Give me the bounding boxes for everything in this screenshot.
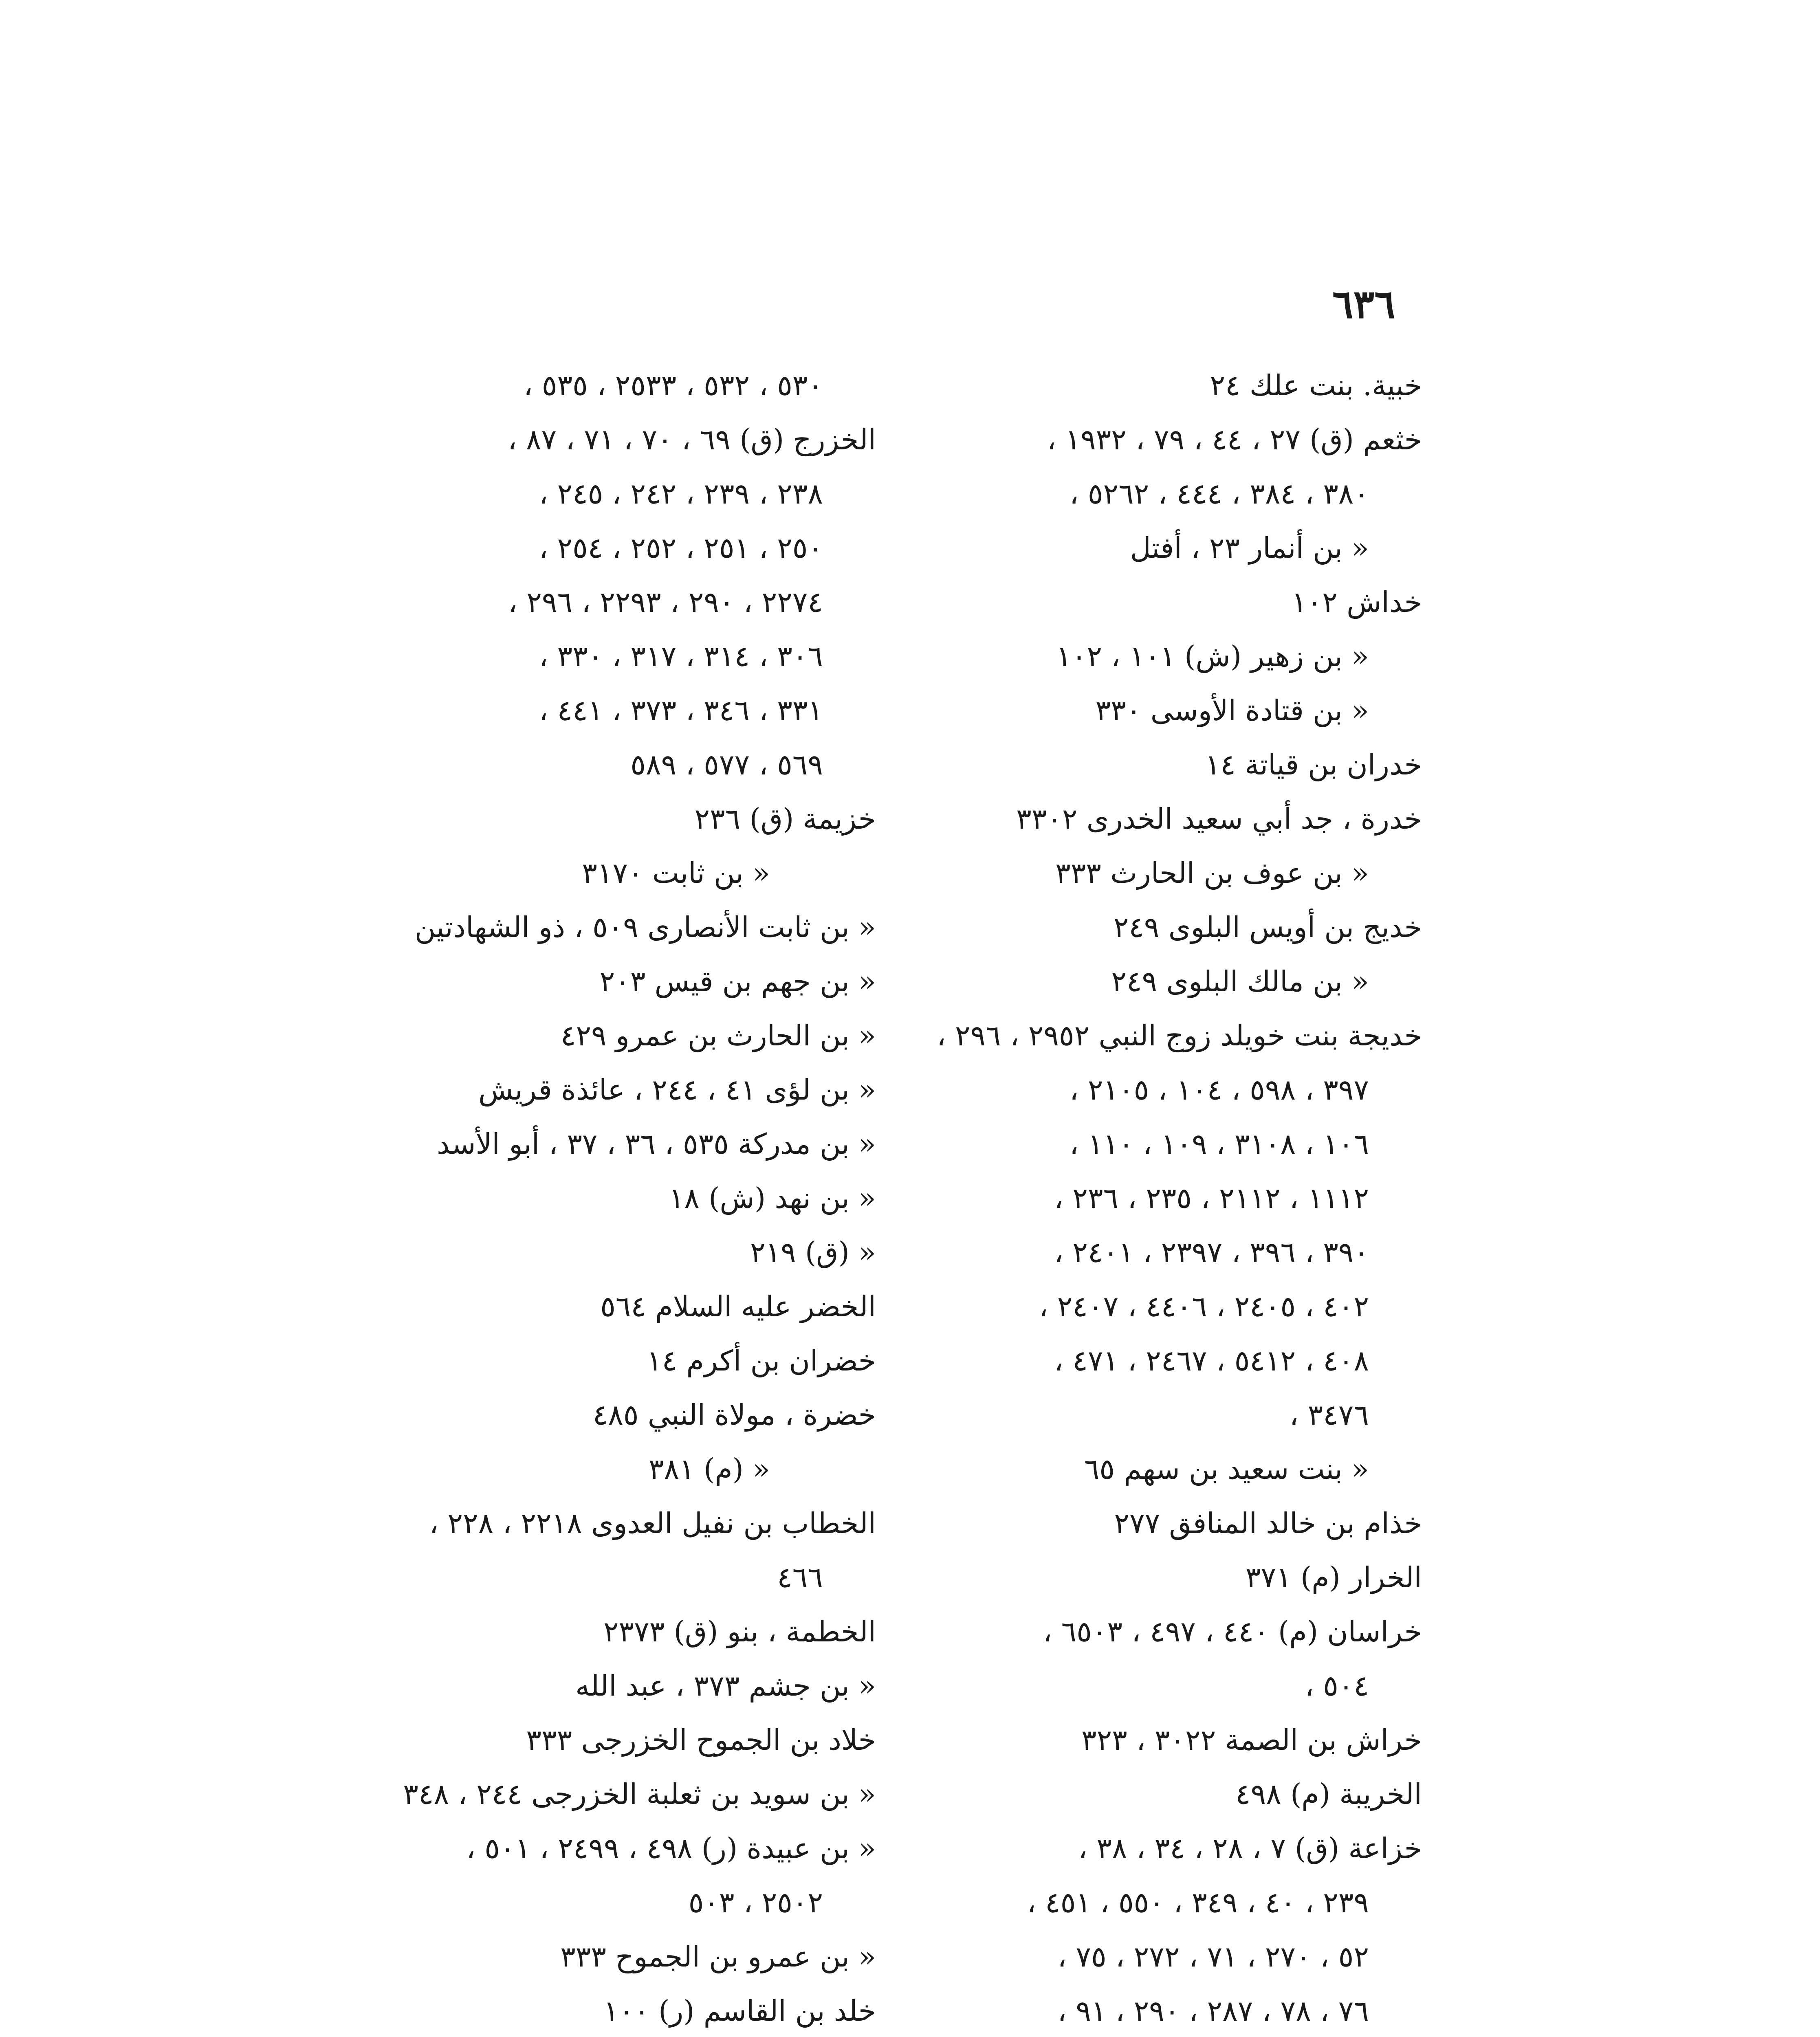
index-entry: « (م) ٣٨١ [648,1452,770,1486]
index-entry: « بن ثابت الأنصارى ٥٠٩ ، ذو الشهادتين [414,911,876,944]
index-entry: خضران بن أكرم ١٤ [647,1344,876,1377]
index-entry: خديج بن أويس البلوى ٢٤٩ [1113,911,1422,944]
index-entry: ٢٥٠٢ ، ٥٠٣ [688,1886,823,1919]
index-entry: « بن مالك البلوى ٢٤٩ [1111,965,1369,998]
index-entry: ٥٢ ، ٢٧٠ ، ٧١ ، ٢٧٢ ، ٧٥ ، [1057,1940,1369,1973]
index-column-right [831,359,1422,2037]
index-entry: ١٠٦ ، ٣١٠٨ ، ١٠٩ ، ١١٠ ، [1070,1127,1369,1161]
index-entry: خثعم (ق) ٢٧ ، ٤٤ ، ٧٩ ، ١٩٣٢ ، [1047,423,1422,456]
index-entry: خداش ١٠٢ [1292,585,1422,619]
index-entry: الخطاب بن نفيل العدوى ٢٢١٨ ، ٢٢٨ ، [429,1507,876,1540]
index-entry: خراش بن الصمة ٣٠٢٢ ، ٣٢٣ [1081,1723,1422,1757]
index-entry: « بن جشم ٣٧٣ ، عبد الله [575,1669,876,1703]
index-entry: ٣٣١ ، ٣٤٦ ، ٣٧٣ ، ٤٤١ ، [539,694,823,727]
index-entry: « بن أنمار ٢٣ ، أفتل [1130,531,1369,565]
index-entry: ٢٣٨ ، ٢٣٩ ، ٢٤٢ ، ٢٤٥ ، [539,477,823,510]
index-entry: « بن نهد (ش) ١٨ [669,1181,876,1215]
index-entry: « بن ثابت ٣١٧٠ [582,856,770,890]
index-entry: الخرار (م) ٣٧١ [1245,1561,1422,1594]
index-entry: ٣٨٠ ، ٣٨٤ ، ٤٤٤ ، ٥٢٦٢ ، [1070,477,1369,510]
index-entry: خزيمة (ق) ٢٣٦ [694,802,876,836]
index-entry: ٥٦٩ ، ٥٧٧ ، ٥٨٩ [630,748,823,781]
index-entry: خديجة بنت خويلد زوج النبي ٢٩٥٢ ، ٢٩٦ ، [937,1019,1422,1052]
index-entry: « بن الحارث بن عمرو ٤٢٩ [560,1019,876,1052]
index-entry: الخضر عليه السلام ٥٦٤ [600,1290,876,1323]
index-entry: خدرة ، جد أبي سعيد الخدرى ٣٣٠٢ [1016,802,1422,836]
index-entry: ٢٣٩ ، ٤٠ ، ٣٤٩ ، ٥٥٠ ، ٤٥١ ، [1027,1886,1369,1919]
index-entry: ٤٠٢ ، ٢٤٠٥ ، ٤٤٠٦ ، ٢٤٠٧ ، [1039,1290,1369,1323]
index-entry: ١١١٢ ، ٢١١٢ ، ٢٣٥ ، ٢٣٦ ، [1054,1181,1369,1215]
page-number: ٦٣٦ [1332,281,1395,327]
index-entry: « بن زهير (ش) ١٠١ ، ١٠٢ [1056,640,1369,673]
index-entry: الخطمة ، بنو (ق) ٢٣٧٣ [603,1615,876,1648]
index-entry: ٥٣٠ ، ٥٣٢ ، ٢٥٣٣ ، ٥٣٥ ، [524,369,823,402]
index-entry: الخزرج (ق) ٦٩ ، ٧٠ ، ٧١ ، ٨٧ ، [508,423,876,456]
index-column-left [285,359,876,2037]
index-entry: خضرة ، مولاة النبي ٤٨٥ [592,1398,876,1432]
index-entry: « بن مدركة ٥٣٥ ، ٣٦ ، ٣٧ ، أبو الأسد [437,1127,876,1161]
index-entry: ٤٠٨ ، ٥٤١٢ ، ٢٤٦٧ ، ٤٧١ ، [1054,1344,1369,1377]
index-entry: « بن لؤى ٤١ ، ٢٤٤ ، عائذة قريش [478,1073,876,1106]
index-entry: خذام بن خالد المنافق ٢٧٧ [1114,1507,1422,1540]
index-entry: خلد بن القاسم (ر) ١٠٠ [603,1994,876,2028]
index-entry: ٣٩٠ ، ٣٩٦ ، ٢٣٩٧ ، ٢٤٠١ ، [1054,1236,1369,1269]
index-entry: ٧٦ ، ٧٨ ، ٢٨٧ ، ٢٩٠ ، ٩١ ، [1057,1994,1369,2028]
index-entry: ٢٢٧٤ ، ٢٩٠ ، ٢٢٩٣ ، ٢٩٦ ، [508,585,823,619]
index-entry: ٣٠٦ ، ٣١٤ ، ٣١٧ ، ٣٣٠ ، [539,640,823,673]
index-entry: « بن عمرو بن الجموح ٣٣٣ [560,1940,876,1973]
index-entry: خزاعة (ق) ٧ ، ٢٨ ، ٣٤ ، ٣٨ ، [1078,1832,1422,1865]
index-entry: ٣٩٧ ، ٥٩٨ ، ١٠٤ ، ٢١٠٥ ، [1070,1073,1369,1106]
index-entry: خدران بن قياتة ١٤ [1205,748,1422,781]
index-entry: « (ق) ٢١٩ [750,1236,876,1269]
index-entry: « بن عوف بن الحارث ٣٣٣ [1055,856,1369,890]
index-entry: خراسان (م) ٤٤٠ ، ٤٩٧ ، ٦٥٠٣ ، [1043,1615,1422,1648]
index-entry: ٣٤٧٦ ، [1289,1398,1369,1432]
index-entry: « بن عبيدة (ر) ٤٩٨ ، ٢٤٩٩ ، ٥٠١ ، [466,1832,876,1865]
index-entry: خلاد بن الجموح الخزرجى ٣٣٣ [526,1723,876,1757]
index-entry: ٤٦٦ [777,1561,823,1594]
index-entry: ٢٥٠ ، ٢٥١ ، ٢٥٢ ، ٢٥٤ ، [539,531,823,565]
index-entry: « بن جهم بن قيس ٢٠٣ [599,965,876,998]
index-entry: ٥٠٤ ، [1305,1669,1369,1703]
index-entry: « بن سويد بن ثعلبة الخزرجى ٢٤٤ ، ٣٤٨ [403,1777,876,1811]
index-entry: خبية. بنت علك ٢٤ [1210,369,1422,402]
index-entry: « بنت سعيد بن سهم ٦٥ [1084,1452,1369,1486]
index-entry: « بن قتادة الأوسى ٣٣٠ [1095,694,1369,727]
index-entry: الخريبة (م) ٤٩٨ [1235,1777,1422,1811]
